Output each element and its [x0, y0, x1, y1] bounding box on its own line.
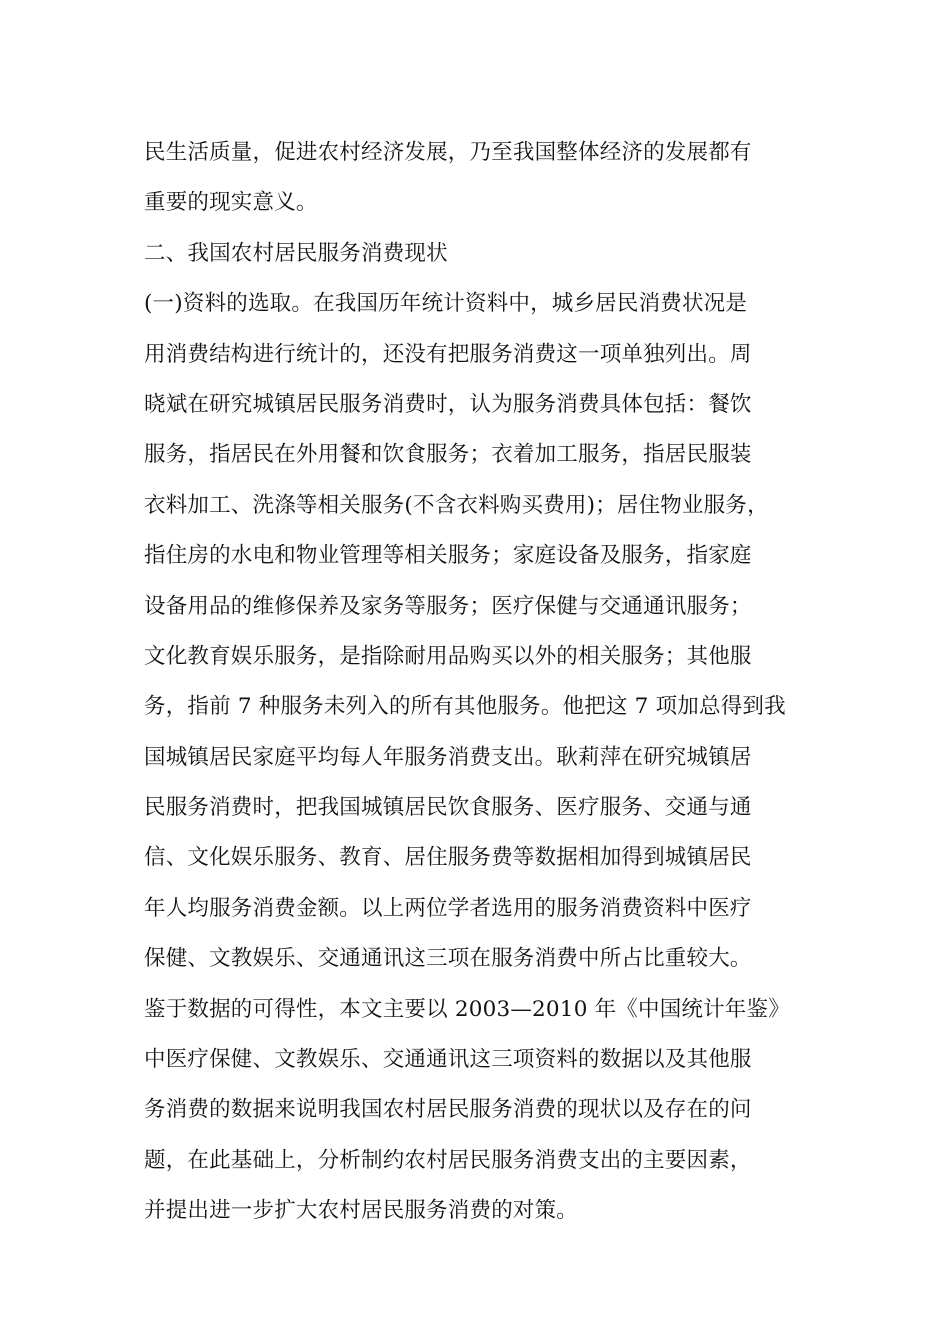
text-line: 保健、文教娱乐、交通通讯这三项在服务消费中所占比重较大。	[144, 946, 752, 972]
text-line: 服务，指居民在外用餐和饮食服务；衣着加工服务，指居民服装	[144, 442, 752, 468]
text-line: 鉴于数据的可得性，本文主要以 2003—2010 年《中国统计年鉴》	[144, 996, 790, 1022]
text-line: 用消费结构进行统计的，还没有把服务消费这一项单独列出。周	[144, 341, 752, 367]
text-line: 务，指前 7 种服务未列入的所有其他服务。他把这 7 项加总得到我	[144, 694, 786, 720]
text-line: 题，在此基础上，分析制约农村居民服务消费支出的主要因素，	[144, 1147, 752, 1173]
text-line: 并提出进一步扩大农村居民服务消费的对策。	[144, 1198, 579, 1224]
text-line: 文化教育娱乐服务，是指除耐用品购买以外的相关服务；其他服	[144, 643, 752, 669]
text-line: 信、文化娱乐服务、教育、居住服务费等数据相加得到城镇居民	[144, 845, 752, 871]
text-line: 民生活质量，促进农村经济发展，乃至我国整体经济的发展都有	[144, 140, 752, 165]
text-line: 国城镇居民家庭平均每人年服务消费支出。耿莉萍在研究城镇居	[144, 744, 752, 770]
section-heading: 二、我国农村居民服务消费现状	[144, 240, 448, 266]
text-line: 民服务消费时，把我国城镇居民饮食服务、医疗服务、交通与通	[144, 795, 752, 821]
text-line: 重要的现实意义。	[144, 190, 318, 216]
text-line: 衣料加工、洗涤等相关服务(不含衣料购买费用)；居住物业服务，	[144, 492, 769, 518]
text-line: 设备用品的维修保养及家务等服务；医疗保健与交通通讯服务；	[144, 593, 752, 619]
text-line: 中医疗保健、文教娱乐、交通通讯这三项资料的数据以及其他服	[144, 1047, 752, 1073]
text-line: 指住房的水电和物业管理等相关服务；家庭设备及服务，指家庭	[144, 543, 752, 569]
text-line: 年人均服务消费金额。以上两位学者选用的服务消费资料中医疗	[144, 895, 752, 921]
body-text	[144, 128, 824, 1237]
text-line: 务消费的数据来说明我国农村居民服务消费的现状以及存在的问	[144, 1097, 752, 1123]
text-line: 晓斌在研究城镇居民服务消费时，认为服务消费具体包括：餐饮	[144, 391, 752, 417]
text-line: (一)资料的选取。在我国历年统计资料中，城乡居民消费状况是	[144, 291, 748, 317]
